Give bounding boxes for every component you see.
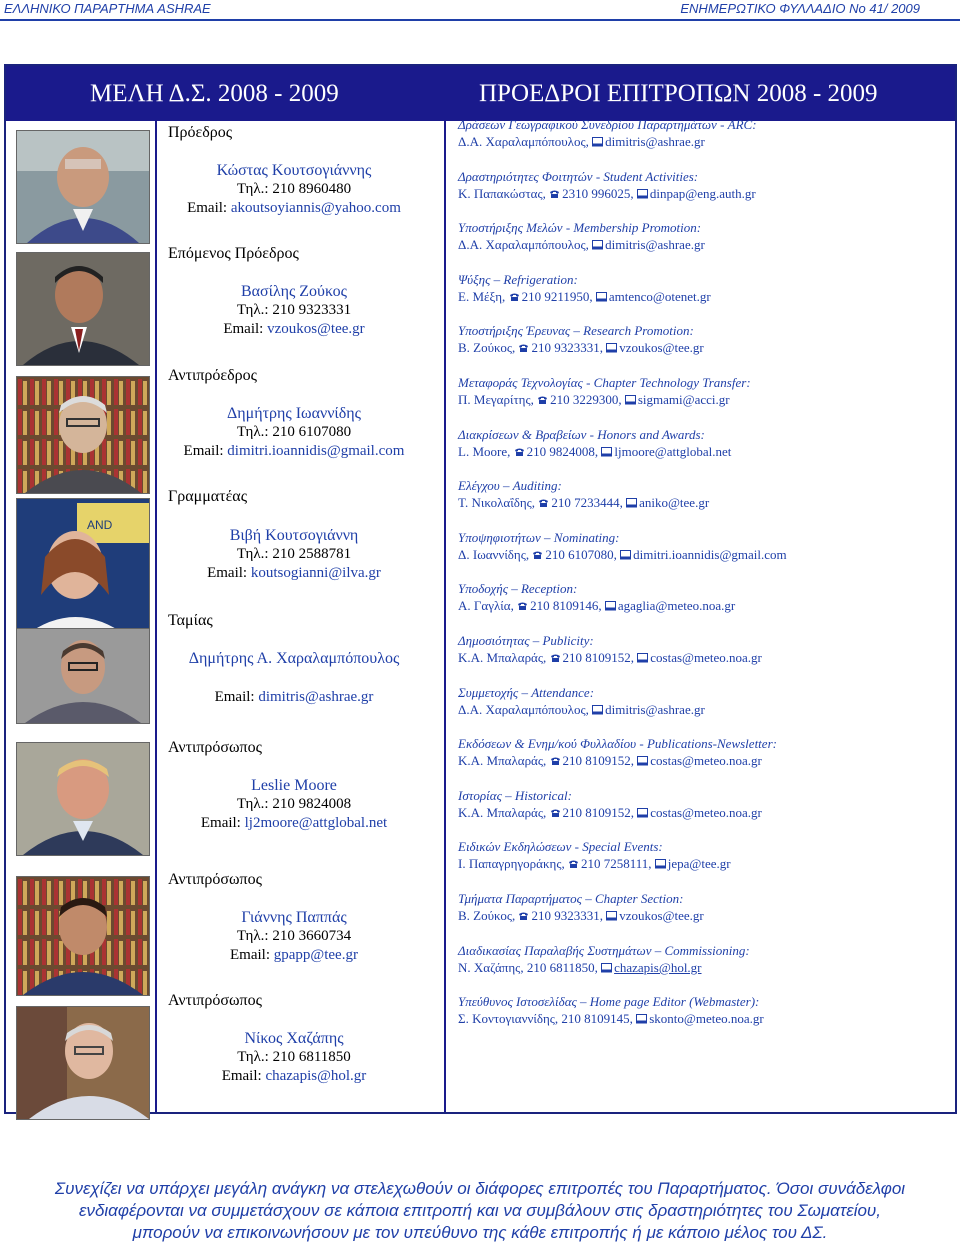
committee-person: Κ.Α. Μπαλαράς, [458,650,547,665]
committee-title: Διαδικασίας Παραλαβής Συστημάτων – Commissioning: [458,943,750,958]
committee-phone: 210 9323331, [531,908,603,923]
committee-email[interactable]: jepa@tee.gr [667,856,731,871]
role-secretary: Γραμματέας [168,488,248,505]
header-issue: ΕΝΗΜΕΡΩΤΙΚΟ ΦΥΛΛΑΔΙΟ No 41/ 2009 [680,1,920,16]
email-link[interactable]: dimitri.ioannidis@gmail.com [227,443,405,459]
chairs-title: ΠΡΟΕΔΡΟΙ ΕΠΙΤΡΟΠΩΝ 2008 - 2009 [479,80,878,107]
committee-email[interactable]: costas@meteo.noa.gr [650,753,762,768]
mail-icon [601,444,614,459]
footer-line: μπορούν να επικοινωνήσουν με τον υπεύθυνο της κάθε επιτροπής ή με κάποιο μέλος του ΔΣ. [132,1223,828,1242]
mail-icon [606,908,619,923]
photo-vice-president [16,376,150,494]
member-email-president: Email: akoutsoyiannis@yahoo.com [187,200,401,216]
committee-email[interactable]: costas@meteo.noa.gr [650,650,762,665]
committee-phone: 210 9323331, [531,340,603,355]
photo-delegate-2 [16,876,150,996]
phone-icon [518,340,531,355]
mail-icon [592,134,605,149]
role-delegate-2: Αντιπρόσωπος [168,871,262,888]
email-link[interactable]: lj2moore@attglobal.net [244,815,388,831]
member-email-delegate-1: Email: lj2moore@attglobal.net [200,815,388,831]
mail-icon [606,340,619,355]
committee-person: Δ. Ιωαννίδης, [458,547,530,562]
mail-icon [620,547,633,562]
member-name-treasurer: Δημήτρης Α. Χαραλαμπόπουλος [188,650,400,667]
member-email-delegate-2: Email: gpapp@tee.gr [230,947,358,963]
committee-contact [458,597,948,614]
committee-email[interactable]: dimitris@ashrae.gr [605,702,705,717]
phone-icon [538,495,551,510]
member-email-treasurer: Email: dimitris@ashrae.gr [214,689,374,705]
committee-contact [458,443,948,460]
role-vice-president: Αντιπρόεδρος [168,367,257,384]
footer-line: ενδιαφέρονται να συμμετάσχουν σε κάποια επιτροπή και να συμβάλουν στις δραστηριότητες του Σωματείου, [78,1201,882,1220]
role-delegate-1: Αντιπρόσωπος [168,739,262,756]
committee-person: Ε. Μέξη, [458,289,506,304]
mail-icon [637,650,650,665]
committee-contact [458,907,948,924]
member-name-president: Κώστας Κουτσογιάννης [216,162,372,179]
committee-item [458,787,948,821]
committee-contact [458,546,948,563]
committee-email[interactable]: dinpap@eng.auth.gr [649,186,756,201]
mail-icon [625,392,638,407]
phone-icon [568,856,581,871]
committee-title: Τμήματα Παραρτήματος – Chapter Section: [458,891,684,906]
committee-email[interactable]: skonto@meteo.noa.gr [649,1011,764,1026]
committee-title: Υπεύθυνος Ιστοσελίδας – Home page Editor (Webmaster): [458,994,760,1009]
phone-icon [509,289,522,304]
committee-person: Τ. Νικολαΐδης, [458,495,536,510]
mail-icon [592,237,605,252]
photo-secretary [16,498,150,640]
committee-person: Π. Μεγαρίτης, [458,392,534,407]
mail-icon [637,753,650,768]
phone-icon [518,908,531,923]
phone-icon [517,598,530,613]
committee-person: Δ.Α. Χαραλαμπόπουλος, [458,237,589,252]
committee-item [458,219,948,253]
committee-person: Ν. Χαζάπης, 210 6811850, [458,960,598,975]
committee-email[interactable]: aniko@tee.gr [639,495,710,510]
committee-email[interactable]: sigmami@acci.gr [637,392,730,407]
committee-person: Κ. Παπακώστας, [458,186,546,201]
photo-delegate-3 [16,1006,150,1120]
member-phone-president-elect: Τηλ.: 210 9323331 [236,302,352,318]
committee-item [458,529,948,563]
committee-contact [458,133,948,150]
committee-email[interactable]: amtenco@otenet.gr [608,289,711,304]
phone-icon [514,444,527,459]
mail-icon [655,856,668,871]
email-link[interactable]: akoutsoyiannis@yahoo.com [230,200,401,216]
committee-item [458,426,948,460]
committee-email[interactable]: vzoukos@tee.gr [619,340,704,355]
title-bar [6,66,955,121]
committee-person: Δ.Α. Χαραλαμπόπουλος, [458,134,589,149]
mail-icon [601,960,614,975]
committee-title: Εκδόσεων & Ενημ/κού Φυλλαδίου - Publications-Newsletter: [458,736,777,751]
phone-icon [537,392,550,407]
committee-contact [458,959,948,976]
committee-contact [458,391,948,408]
committee-title: Δράσεων Γεωγραφικού Συνεδρίου Παραρτημάτων - ARC: [458,117,757,132]
committee-title: Υποστήριξης Μελών - Membership Promotion: [458,220,702,235]
committee-title: Διακρίσεων & Βραβείων - Honors and Awards: [458,427,705,442]
phone-icon [550,650,563,665]
committee-contact [458,1010,948,1027]
role-delegate-3: Αντιπρόσωπος [168,992,262,1009]
committee-item [458,684,948,718]
committee-contact [458,701,948,718]
email-link[interactable]: chazapis@hol.gr [265,1068,367,1084]
committee-title: Ελέγχου – Auditing: [458,478,562,493]
committee-email[interactable]: chazapis@hol.gr [614,960,702,975]
committee-email[interactable]: costas@meteo.noa.gr [650,805,762,820]
committee-phone: 210 7233444, [551,495,623,510]
committee-item [458,168,948,202]
member-phone-delegate-3: Τηλ.: 210 6811850 [237,1049,351,1065]
committee-person: Β. Ζούκος, [458,908,516,923]
email-link[interactable]: dimitris@ashrae.gr [258,689,374,705]
committee-phone: 210 7258111, [580,856,652,871]
committee-person: Ι. Παπαγρηγοράκης, [458,856,565,871]
email-link[interactable]: gpapp@tee.gr [273,947,358,963]
svg-text:AND: AND [87,518,113,532]
phone-icon [550,805,563,820]
committee-contact [458,494,948,511]
committee-item [458,890,948,924]
committee-item [458,477,948,511]
photo-delegate-1 [16,742,150,856]
committee-item [458,735,948,769]
mail-icon [637,186,650,201]
mail-icon [626,495,639,510]
member-email-delegate-3: Email: chazapis@hol.gr [221,1068,367,1084]
header-rule [0,19,960,21]
committee-item [458,580,948,614]
mail-icon [636,1011,649,1026]
committee-title: Υποστήριξης Έρευνας – Research Promotion: [458,323,694,338]
committee-item [458,942,948,976]
committee-person: Α. Γαγλία, [458,598,514,613]
committee-item [458,271,948,305]
committee-title: Μεταφοράς Τεχνολογίας - Chapter Technology Transfer: [458,375,751,390]
committee-item [458,632,948,666]
committee-title: Δραστηριότητες Φοιτητών - Student Activities: [458,169,699,184]
member-name-delegate-1: Leslie Moore [251,777,337,794]
committee-contact [458,649,948,666]
committee-title: Υποψηφιοτήτων – Nominating: [458,530,620,545]
committee-phone: 210 8109146, [530,598,602,613]
committee-contact [458,804,948,821]
email-link[interactable]: vzoukos@tee.gr [267,321,365,337]
member-name-delegate-2: Γιάννης Παππάς [241,909,347,926]
photo-president [16,130,150,244]
committee-email[interactable]: ljmoore@attglobal.net [614,444,732,459]
mail-icon [596,289,609,304]
committee-person: Β. Ζούκος, [458,340,516,355]
committee-email[interactable]: vzoukos@tee.gr [619,908,704,923]
committee-person: Σ. Κοντογιαννίδης, 210 8109145, [458,1011,633,1026]
committee-contact [458,185,948,202]
member-email-secretary: Email: koutsogianni@ilva.gr [207,565,381,581]
member-phone-delegate-2: Τηλ.: 210 3660734 [236,928,352,944]
phone-icon [549,186,562,201]
member-phone-president: Τηλ.: 210 8960480 [236,181,352,197]
committee-person: L. Moore, [458,444,511,459]
committee-person: Κ.Α. Μπαλαράς, [458,753,547,768]
committee-title: Ειδικών Εκδηλώσεων - Special Events: [458,839,663,854]
column-divider-right [444,121,446,1112]
mail-icon [592,702,605,717]
committee-email[interactable]: dimitri.ioannidis@gmail.com [633,547,787,562]
committee-phone: 210 8109152, [562,805,635,820]
committee-item [458,374,948,408]
committee-phone: 210 3229300, [550,392,622,407]
member-name-vice-president: Δημήτρης Ιωαννίδης [227,405,361,422]
mail-icon [637,805,650,820]
committee-title: Ιστορίας – Historical: [458,788,572,803]
committee-title: Συμμετοχής – Attendance: [458,685,595,700]
committee-contact [458,339,948,356]
member-phone-secretary: Τηλ.: 210 2588781 [236,546,352,562]
committee-phone: 210 9211950, [521,289,593,304]
committee-item [458,322,948,356]
committee-title: Ψύξης – Refrigeration: [458,272,578,287]
committee-person: Δ.Α. Χαραλαμπόπουλος, [458,702,589,717]
phone-icon [550,753,563,768]
member-phone-delegate-1: Τηλ.: 210 9824008 [236,796,352,812]
page-header [0,0,960,20]
board-title: ΜΕΛΗ Δ.Σ. 2008 - 2009 [90,80,339,107]
role-treasurer: Ταμίας [168,612,213,629]
email-link[interactable]: koutsogianni@ilva.gr [250,565,381,581]
role-president: Πρόεδρος [168,124,233,141]
header-org: ΕΛΛΗΝΙΚΟ ΠΑΡΑΡΤΗΜΑ ASHRAE [4,1,211,16]
committee-contact [458,752,948,769]
committee-phone: 210 6107080, [545,547,617,562]
content-frame [4,64,957,1114]
committee-contact [458,855,948,872]
photo-president-elect [16,252,150,366]
committee-title: Υποδοχής – Reception: [458,581,578,596]
committee-email[interactable]: dimitris@ashrae.gr [605,134,705,149]
member-name-delegate-3: Νίκος Χαζάπης [244,1030,344,1047]
committee-email[interactable]: dimitris@ashrae.gr [605,237,705,252]
member-email-president-elect: Email: vzoukos@tee.gr [223,321,365,337]
committee-person: Κ.Α. Μπαλαράς, [458,805,547,820]
committee-email[interactable]: agaglia@meteo.noa.gr [617,598,736,613]
footer-line: Συνεχίζει να υπάρχει μεγάλη ανάγκη να στελεχωθούν οι διάφορες επιτροπές του Παραρτήματος. Όσοι συνάδελφοι [54,1179,906,1198]
committee-phone: 210 9824008, [526,444,599,459]
committee-phone: 2310 996025, [562,186,634,201]
footer-note [0,1178,960,1244]
member-name-secretary: Βιβή Κουτσογιάννη [229,527,359,544]
member-phone-vice-president: Τηλ.: 210 6107080 [236,424,352,440]
member-email-vice-president: Email: dimitri.ioannidis@gmail.com [183,443,405,459]
mail-icon [605,598,618,613]
committee-contact [458,236,948,253]
committee-contact [458,288,948,305]
phone-icon [532,547,545,562]
committee-phone: 210 8109152, [562,753,635,768]
member-name-president-elect: Βασίλης Ζούκος [240,283,348,300]
committee-phone: 210 8109152, [562,650,635,665]
role-president-elect: Επόμενος Πρόεδρος [168,245,299,262]
committee-item [458,838,948,872]
photo-treasurer [16,628,150,724]
committee-item [458,116,948,150]
committee-title: Δημοσιότητας – Publicity: [458,633,594,648]
committee-item [458,993,948,1027]
